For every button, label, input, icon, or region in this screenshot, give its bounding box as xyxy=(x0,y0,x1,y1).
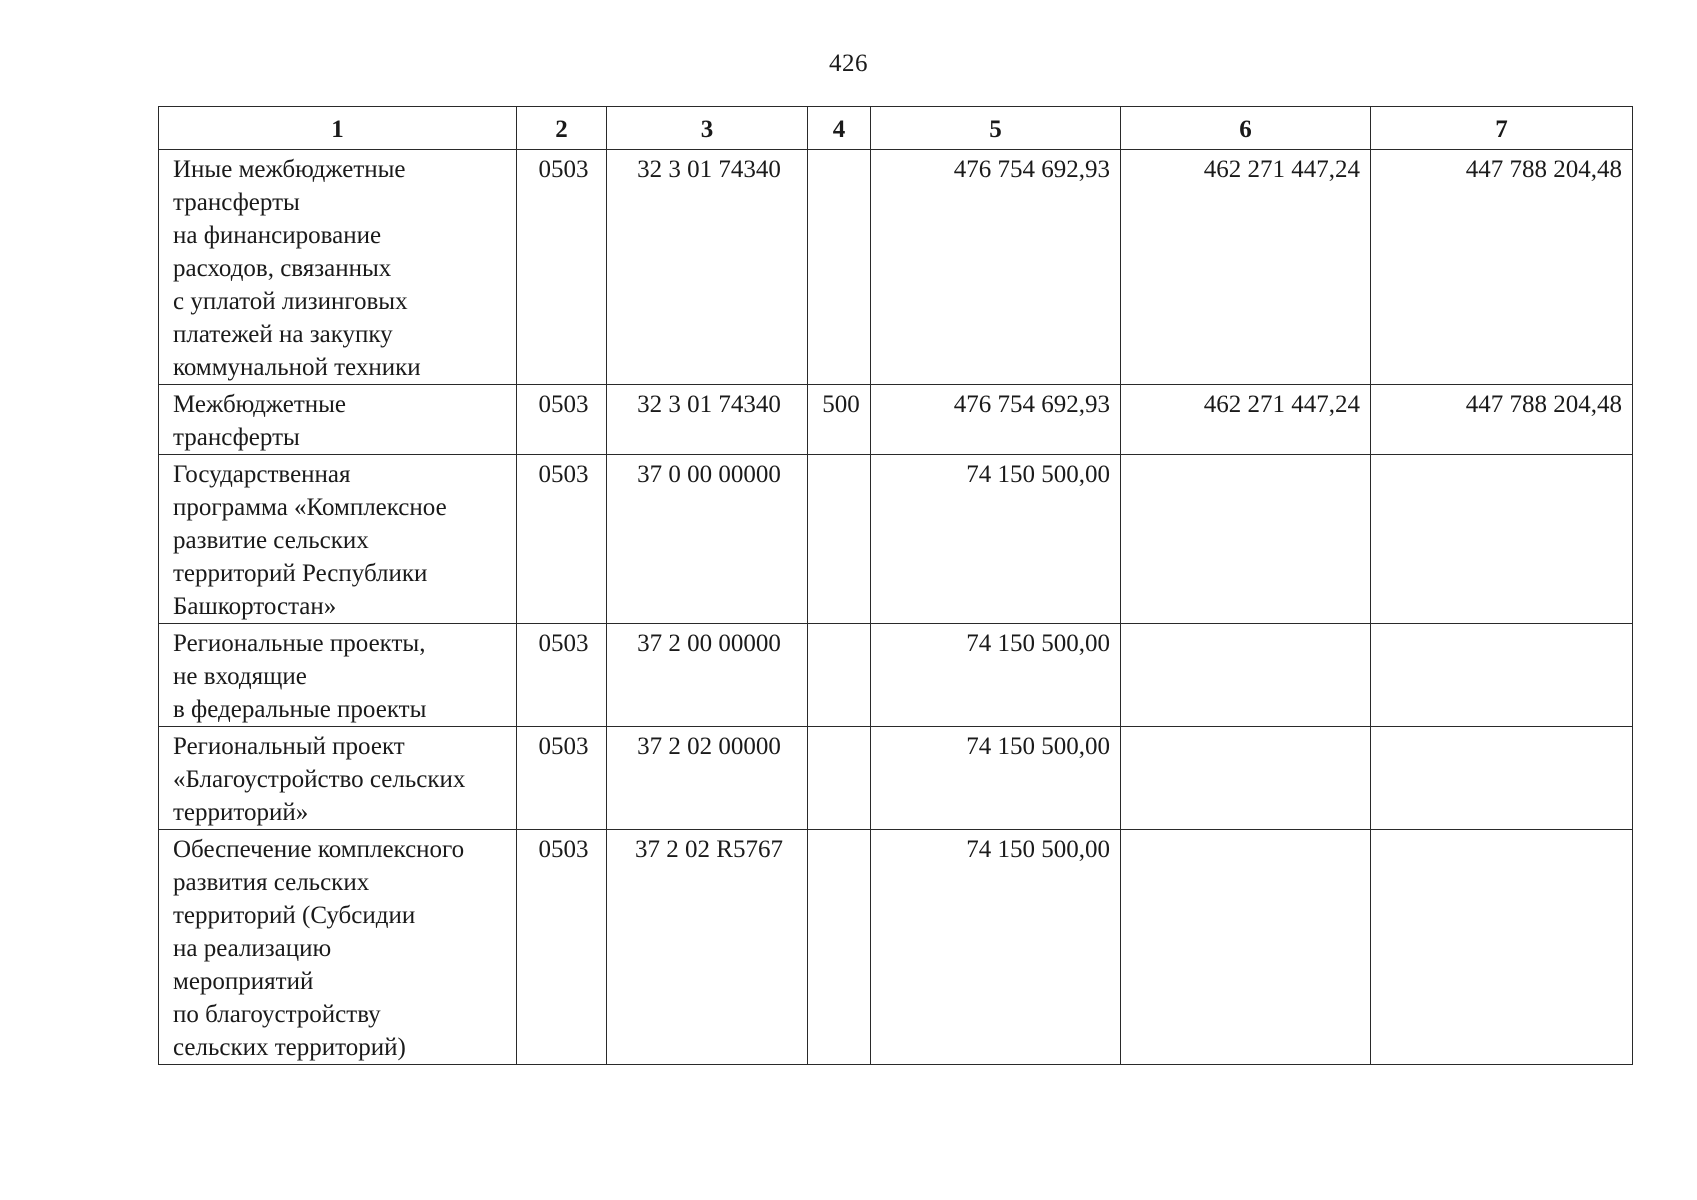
row-name-text: Иные межбюджетные трансферты на финансирование расходов, связанных с уплатой лизинговых платежей на закупку коммунальной техники xyxy=(173,156,421,381)
row-name-text: Государственная программа «Комплексное развитие сельских территорий Республики Башкортостан» xyxy=(173,461,447,620)
row-name xyxy=(159,455,517,624)
row-section-code: 0503 xyxy=(517,624,607,727)
row-target-code: 32 3 01 74340 xyxy=(607,385,808,455)
row-amount-col6 xyxy=(1121,830,1371,1065)
table-row xyxy=(159,830,1633,1065)
table-row xyxy=(159,624,1633,727)
column-header-4: 4 xyxy=(808,107,871,150)
table-row xyxy=(159,150,1633,385)
row-amount-col7 xyxy=(1371,830,1633,1065)
row-expense-type xyxy=(808,727,871,830)
row-amount-col7: 447 788 204,48 xyxy=(1371,385,1633,455)
row-section-code: 0503 xyxy=(517,830,607,1065)
row-amount-col5: 74 150 500,00 xyxy=(871,830,1121,1065)
row-amount-col6 xyxy=(1121,624,1371,727)
column-header-3: 3 xyxy=(607,107,808,150)
table-header-row xyxy=(159,107,1633,150)
row-amount-col7 xyxy=(1371,624,1633,727)
row-target-code: 32 3 01 74340 xyxy=(607,150,808,385)
row-amount-col6: 462 271 447,24 xyxy=(1121,150,1371,385)
row-name xyxy=(159,385,517,455)
row-name xyxy=(159,150,517,385)
row-expense-type xyxy=(808,624,871,727)
table-row xyxy=(159,455,1633,624)
table-row xyxy=(159,727,1633,830)
row-target-code: 37 2 02 00000 xyxy=(607,727,808,830)
row-target-code: 37 2 02 R5767 xyxy=(607,830,808,1065)
budget-table xyxy=(158,106,1633,1065)
table-row xyxy=(159,385,1633,455)
row-target-code: 37 0 00 00000 xyxy=(607,455,808,624)
column-header-6: 6 xyxy=(1121,107,1371,150)
row-expense-type xyxy=(808,455,871,624)
row-name-text: Региональный проект «Благоустройство сельских территорий» xyxy=(173,733,466,826)
row-name-text: Межбюджетные трансферты xyxy=(173,391,347,451)
row-name xyxy=(159,624,517,727)
row-amount-col7 xyxy=(1371,455,1633,624)
page-number: 426 xyxy=(829,50,868,77)
row-expense-type xyxy=(808,150,871,385)
row-amount-col5: 476 754 692,93 xyxy=(871,150,1121,385)
row-amount-col5: 74 150 500,00 xyxy=(871,624,1121,727)
row-amount-col6: 462 271 447,24 xyxy=(1121,385,1371,455)
row-target-code: 37 2 00 00000 xyxy=(607,624,808,727)
row-amount-col5: 74 150 500,00 xyxy=(871,727,1121,830)
row-name-text: Региональные проекты, не входящие в федеральные проекты xyxy=(173,630,427,723)
row-expense-type xyxy=(808,830,871,1065)
column-header-7: 7 xyxy=(1371,107,1633,150)
column-header-2: 2 xyxy=(517,107,607,150)
column-header-1: 1 xyxy=(159,107,517,150)
row-amount-col7 xyxy=(1371,727,1633,830)
row-amount-col5: 74 150 500,00 xyxy=(871,455,1121,624)
row-amount-col6 xyxy=(1121,455,1371,624)
row-amount-col7: 447 788 204,48 xyxy=(1371,150,1633,385)
row-name xyxy=(159,727,517,830)
row-amount-col5: 476 754 692,93 xyxy=(871,385,1121,455)
row-section-code: 0503 xyxy=(517,385,607,455)
row-name xyxy=(159,830,517,1065)
row-section-code: 0503 xyxy=(517,455,607,624)
row-section-code: 0503 xyxy=(517,150,607,385)
column-header-5: 5 xyxy=(871,107,1121,150)
row-amount-col6 xyxy=(1121,727,1371,830)
row-expense-type: 500 xyxy=(808,385,871,455)
row-name-text: Обеспечение комплексного развития сельских территорий (Субсидии на реализацию мероприятий по благоустройству сельских территорий) xyxy=(173,836,465,1061)
row-section-code: 0503 xyxy=(517,727,607,830)
